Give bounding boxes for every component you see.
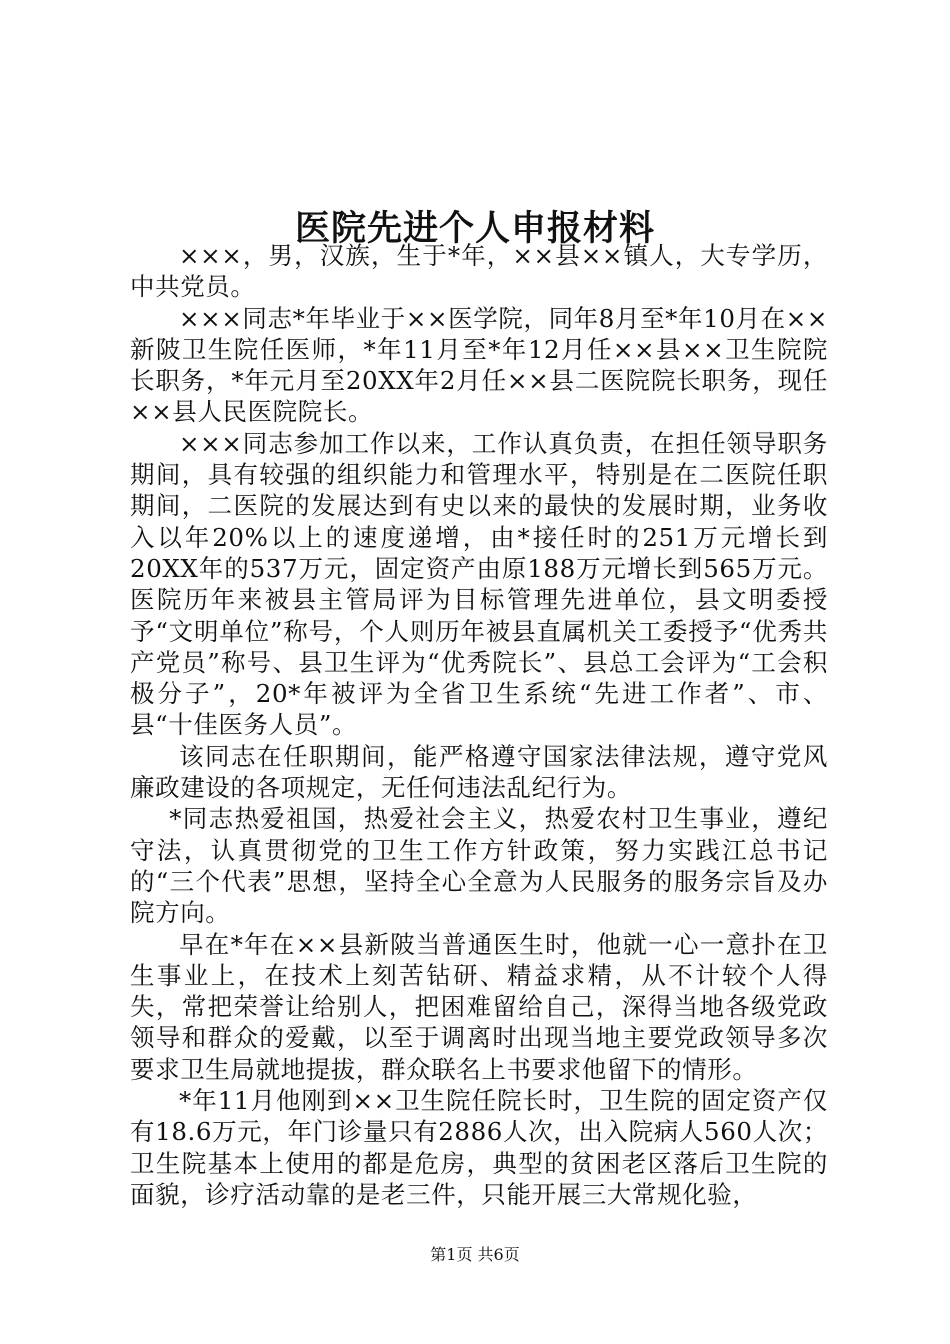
paragraph-achievements: ×××同志参加工作以来，工作认真负责，在担任领导职务期间，具有较强的组织能力和管理水平，特别是在二医院任职期间，二医院的发展达到有史以来的最快的发展时期，业务收入以年20%以上的速度递增，由*接任时的251万元增长到20XX年的537万元，固定资产由原188万元增长到565万元。医院历年来被县主管局评为目标管理先进单位，县文明委授予“文明单位”称号，个人则历年被县直属机关工委授予“优秀共产党员”称号、县卫生评为“优秀院长”、县总工会评为“工会积极分子”，20*年被评为全省卫生系统“先进工作者”、市、县“十佳医务人员”。 [130,428,828,740]
paragraph-ideology: *同志热爱祖国，热爱社会主义，热爱农村卫生事业，遵纪守法，认真贯彻党的卫生工作方针政策，努力实践江总书记的“三个代表”思想，坚持全心全意为人民服务的服务宗旨及办院方向。 [130,804,828,928]
paragraph-early-career: 早在*年在××县新陂当普通医生时，他就一心一意扑在卫生事业上，在技术上刻苦钻研、精益求精，从不计较个人得失，常把荣誉让给别人，把困难留给自己，深得当地各级党政领导和群众的爱戴，以至于调离时出现当地主要党政领导多次要求卫生局就地提拔，群众联名上书要求他留下的情形。 [130,929,828,1084]
paragraph-discipline: 该同志在任职期间，能严格遵守国家法律法规，遵守党风廉政建设的各项规定，无任何违法乱纪行为。 [130,741,828,803]
document-title: 医院先进个人申报材料 [294,208,655,250]
paragraph-hospital-status: *年11月他刚到××卫生院任院长时，卫生院的固定资产仅有18.6万元，年门诊量只有2886人次，出入院病人560人次；卫生院基本上使用的都是危房，典型的贫困老区落后卫生院的面貌，诊疗活动靠的是老三件，只能开展三大常规化验， [130,1086,828,1209]
paragraph-career: ×××同志*年毕业于××医学院，同年8月至*年10月在××新陂卫生院任医师，*年11月至*年12月任××县××卫生院院长职务，*年元月至20XX年2月任××县二医院院长职务，现任××县人民医院院长。 [130,303,828,427]
paragraph-intro: ×××，男，汉族，生于*年，××县××镇人，大专学历，中共党员。 [130,241,828,302]
page-footer: 第1页 共6页 [430,1245,520,1264]
document-body [130,240,828,1210]
